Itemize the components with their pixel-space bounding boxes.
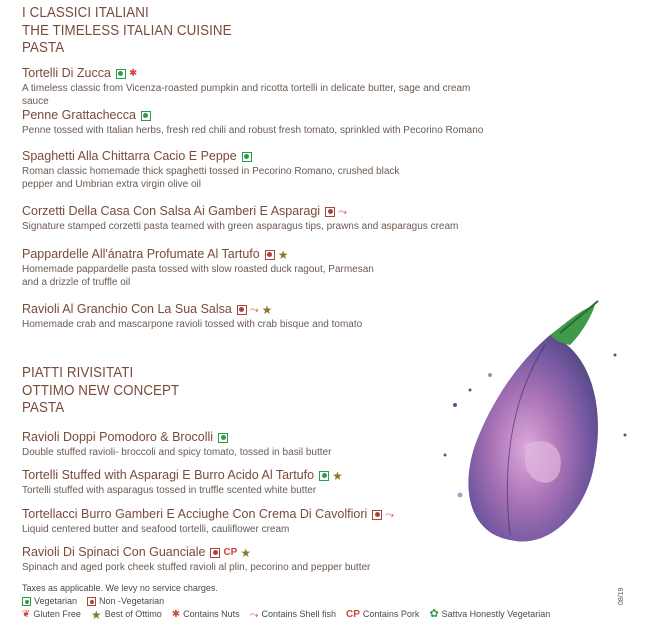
item-description: A timeless classic from Vicenza-roasted pumpkin and ricotta tortelli in delicate butter, sage and cream sauce [22, 83, 471, 107]
veg-icon [319, 471, 329, 481]
menu-item [22, 247, 492, 289]
heading-line: OTTIMO NEW CONCEPT [22, 382, 180, 399]
nuts-icon: ✱ [171, 608, 181, 620]
shellfish-icon: ⤳ [249, 303, 259, 316]
item-title: Spaghetti Alla Chittarra Cacio E Peppe [22, 149, 237, 163]
legend-gluten-free: Gluten Free [33, 609, 81, 619]
star-icon: ★ [261, 302, 273, 317]
menu-item [22, 149, 492, 191]
leaf-icon: ✿ [429, 608, 439, 620]
heading-line: PASTA [22, 400, 65, 416]
heading-line: PIATTI RIVISITATI [22, 365, 134, 381]
gluten-free-icon: ❦ [22, 609, 31, 620]
item-description: Double stuffed ravioli- broccoli and spicy tomato, tossed in basil butter [22, 447, 332, 458]
non-veg-icon [372, 510, 382, 520]
star-icon: ★ [332, 468, 343, 483]
heading-line: PASTA [22, 40, 65, 56]
pork-icon: CP [346, 609, 360, 620]
item-description: Spinach and aged pork cheek stuffed ravioli al plin, pecorino and pepper butter [22, 562, 371, 573]
legend-contains-nuts: Contains Nuts [183, 609, 240, 619]
non-veg-icon [87, 597, 96, 606]
non-veg-icon [325, 207, 335, 217]
heading-line: I CLASSICI ITALIANI [22, 5, 149, 21]
item-title: Ravioli Doppi Pomodoro & Brocolli [22, 430, 214, 444]
item-description: Liquid centered butter and seafood tortelli, cauliflower cream [22, 524, 290, 535]
menu-item [22, 108, 492, 137]
non-veg-icon [237, 305, 247, 315]
item-title: Tortellacci Burro Gamberi E Acciughe Con Crema Di Cavolfiori [22, 507, 368, 521]
item-title: Penne Grattachecca [22, 108, 136, 122]
item-title: Tortelli Stuffed with Asparagi E Burro Acido Al Tartufo [22, 468, 315, 482]
menu-item [22, 545, 492, 574]
legend-non-vegetarian: Non -Vegetarian [99, 596, 165, 606]
item-description: Homemade pappardelle pasta tossed with slow roasted duck ragout, Parmesan and a drizzle of truffle oil [22, 264, 374, 288]
veg-icon [22, 597, 31, 606]
menu-item [22, 66, 492, 108]
veg-icon [242, 152, 252, 162]
item-description: Roman classic homemade thick spaghetti tossed in Pecorino Romano, crushed black pepper and Umbrian extra virgin olive oil [22, 166, 400, 190]
item-description: Tortelli stuffed with asparagus tossed in truffle scented white butter [22, 485, 317, 496]
legend-contains-shellfish: Contains Shell fish [261, 609, 336, 619]
section-heading-rivisitati [22, 365, 179, 418]
shellfish-icon: ⤳ [249, 608, 259, 621]
pork-icon: CP [223, 547, 238, 558]
star-icon: ★ [277, 247, 289, 262]
tax-note: Taxes as applicable. We levy no service charges. [22, 583, 218, 593]
menu-item [22, 302, 492, 331]
item-title: Tortelli Di Zucca [22, 66, 111, 80]
menu-item [22, 468, 492, 497]
item-title: Corzetti Della Casa Con Salsa Ai Gamberi E Asparagi [22, 204, 321, 218]
section-heading-classici [22, 5, 232, 58]
star-icon: ★ [90, 607, 102, 622]
shellfish-icon: ⤳ [338, 205, 347, 218]
nuts-icon: ✱ [128, 67, 138, 79]
legend-contains-pork: Contains Pork [362, 609, 420, 619]
star-icon: ★ [240, 545, 252, 560]
veg-icon [141, 111, 151, 121]
item-description: Signature stamped corzetti pasta teamed with green asparagus tips, prawns and asparagus cream [22, 221, 459, 232]
item-description: Penne tossed with Italian herbs, fresh red chili and robust fresh tomato, sprinkled with Pecorino Romano [22, 125, 484, 136]
legend [22, 583, 582, 620]
item-title: Ravioli Al Granchio Con La Sua Salsa [22, 302, 232, 316]
non-veg-icon [210, 548, 220, 558]
menu-item [22, 204, 492, 233]
item-title: Pappardelle All'ánatra Profumate Al Tartufo [22, 247, 260, 261]
menu-item [22, 507, 492, 536]
menu-item [22, 430, 492, 459]
item-description: Homemade crab and mascarpone ravioli tossed with crab bisque and tomato [22, 319, 363, 330]
item-title: Ravioli Di Spinaci Con Guanciale [22, 545, 206, 559]
legend-best-of-ottimo: Best of Ottimo [104, 609, 162, 619]
legend-sattva: Sattva Honestly Vegetarian [441, 609, 551, 619]
non-veg-icon [265, 250, 275, 260]
veg-icon [218, 433, 228, 443]
eggplant-illustration [430, 295, 640, 565]
print-code: 08/19 [618, 587, 625, 605]
shellfish-icon: ⤳ [385, 508, 395, 521]
legend-vegetarian: Vegetarian [34, 596, 78, 606]
veg-icon [116, 69, 126, 79]
heading-line: THE TIMELESS ITALIAN CUISINE [22, 22, 232, 39]
